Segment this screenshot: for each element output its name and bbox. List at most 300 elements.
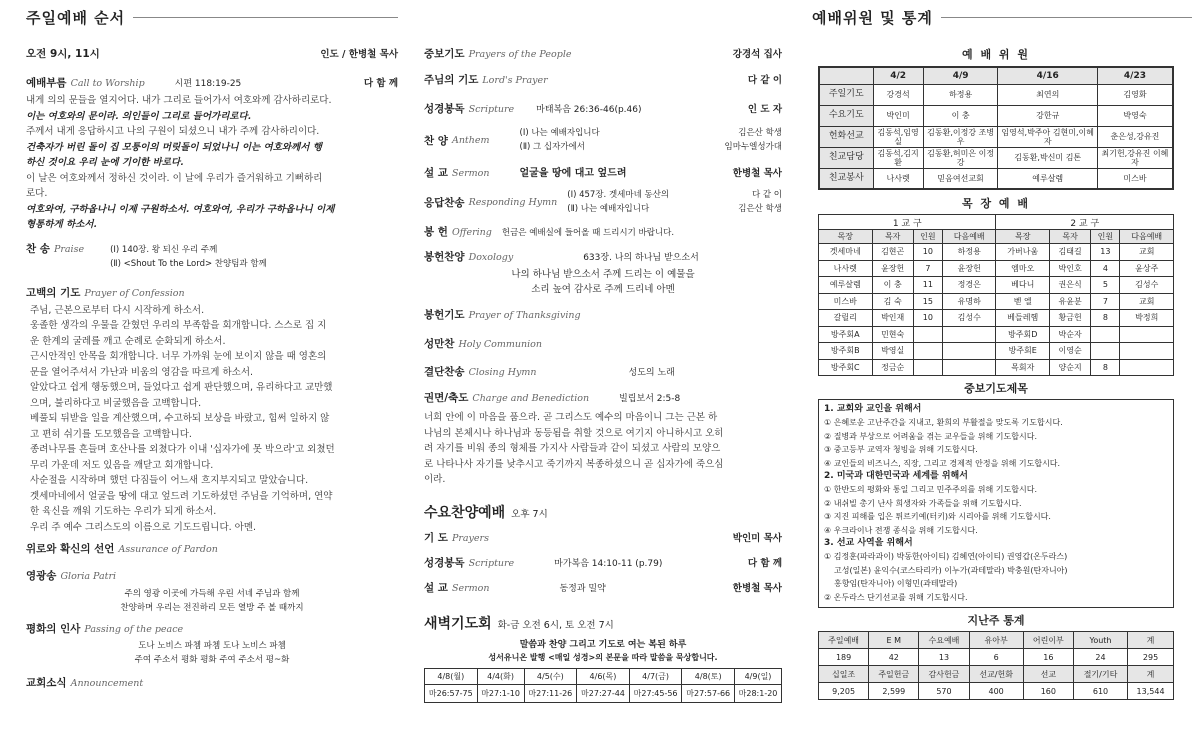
moksang-cell: 김태길 — [1049, 244, 1090, 261]
prayer-heading: 3. 선교 사역을 위해서 — [824, 538, 913, 549]
praise-line-1: (Ⅰ) 140장. 왕 되신 우리 주께 — [110, 244, 218, 255]
moksang-col-head: 인원 — [1091, 230, 1120, 244]
dawn-header — [424, 613, 782, 633]
wed-sermon-title: 동정과 밀약 — [559, 583, 606, 594]
stats-value: 6 — [969, 649, 1023, 666]
stats-header — [812, 0, 1192, 34]
divider — [133, 17, 398, 18]
stats-value: 9,205 — [819, 683, 869, 700]
moksang-cell: 윤상주 — [1120, 260, 1174, 277]
communion-en: Holy Communion — [458, 339, 542, 350]
intercession-en: Prayers of the People — [468, 49, 572, 60]
prayer-item: 고성(일본) 윤익수(코스타리카) 이누가(과테말라) 박충원(탄자니아) — [834, 565, 1068, 575]
prayer-item: ④ 우크라이나 전쟁 종식을 위해 기도합시다. — [824, 525, 978, 535]
stats-label: 감사헌금 — [919, 666, 969, 683]
peace-row — [26, 621, 398, 636]
committee-cell: 김동석,임영실 — [873, 126, 923, 147]
moksang-cell: 하정용 — [942, 244, 996, 261]
moksang-col-head: 목장 — [996, 230, 1050, 244]
dawn-date: 4/5(수) — [524, 668, 577, 684]
confession-line: 무리 가운데 저도 있음을 깨닫고 회개합니다. — [30, 459, 214, 471]
wed-prayer-row — [424, 530, 782, 545]
charge-line: 너희 안에 이 마음을 품으라. 곧 그리스도 예수의 마음이니 그는 근본 하 — [424, 412, 718, 423]
stats-value: 16 — [1023, 649, 1073, 666]
committee-cell: 박영숙 — [1097, 105, 1173, 126]
committee-date: 4/16 — [998, 67, 1097, 84]
moksang-cell — [942, 343, 996, 360]
group-2-label: 2 교 구 — [996, 215, 1174, 230]
prayer-item: ④ 교인들의 비즈니스, 직장, 그리고 경제적 안정을 위해 기도합시다. — [824, 458, 1061, 468]
scripture-label: 성경봉독 — [424, 103, 465, 115]
stats-label: 주일예배 — [819, 632, 869, 649]
communion-label: 성만찬 — [424, 338, 455, 350]
confession-line: 웅졸한 생각의 우물을 갇혔던 우리의 부족함을 회개합니다. 스스로 집 지 — [30, 320, 327, 331]
moksang-cell: 정금순 — [872, 359, 913, 376]
committee-cell: 강경석 — [873, 84, 923, 105]
confession-line: 겟세마네에서 얼굴을 땅에 대고 엎드려 기도하셨던 주님을 기억하며, 연약 — [30, 490, 333, 502]
anthem-label: 찬 양 — [424, 134, 448, 147]
moksang-cell: 베다니 — [996, 277, 1050, 294]
confession-line: 알았다고 쉽게 행동했으며, 들었다고 쉽게 판단했으며, 유리하다고 교만했 — [30, 382, 333, 393]
moksang-cell: 엠마오 — [996, 260, 1050, 277]
moksang-row — [819, 310, 1174, 327]
divider — [941, 17, 1192, 18]
moksang-col-head: 목장 — [819, 230, 873, 244]
committee-date: 4/23 — [1097, 67, 1173, 84]
committee-cell: 믿음여선교회 — [923, 168, 998, 189]
gloria-line-2: 찬양하며 우리는 전진하리 모든 열방 주 볼 때까지 — [120, 603, 304, 613]
moksang-col-head: 인원 — [913, 230, 942, 244]
closing-hymn: 성도의 노래 — [628, 368, 675, 378]
committee-table — [818, 66, 1174, 190]
moksang-row — [819, 359, 1174, 376]
stats-value: 400 — [969, 683, 1023, 700]
moksang-cell: 15 — [913, 293, 942, 310]
sermon-label: 설 교 — [424, 167, 448, 179]
committee-date: 4/2 — [873, 67, 923, 84]
charge-line: 려 자기를 비워 종의 형체를 가지사 사람들과 같이 되셨고 사람의 모양으 — [424, 443, 721, 454]
moksang-cell: 벧 엘 — [996, 293, 1050, 310]
call-line: 로다. — [26, 188, 48, 199]
gloria-label: 영광송 — [26, 570, 57, 582]
call-line: 주께서 내게 응답하시고 나의 구원이 되셨으니 내가 주께 감사하리이다. — [26, 126, 320, 137]
stats-label: 계 — [1128, 666, 1174, 683]
peace-en: Passing of the peace — [84, 624, 184, 635]
stats-label: 선교/헌화 — [969, 666, 1023, 683]
charge-text — [424, 410, 782, 488]
moksang-cell — [1120, 343, 1174, 360]
prayer-item: ① 은혜로운 고난주간을 지내고, 환희의 부활절을 맞도록 기도합시다. — [824, 418, 1063, 428]
moksang-cell: 윤장헌 — [872, 260, 913, 277]
intercession-right: 강경석 집사 — [732, 49, 782, 60]
moksang-head-row — [819, 230, 1174, 244]
praise-label: 찬 송 — [26, 242, 50, 255]
dawn-passage: 마26:57-75 — [425, 684, 478, 702]
stats-label: 절기/기타 — [1073, 666, 1127, 683]
moksang-title: 목 장 예 배 — [962, 197, 1030, 210]
prayer-heading: 2. 미국과 대한민국과 세계를 위해서 — [824, 471, 968, 482]
gloria-lyrics — [26, 587, 398, 615]
stats-column — [812, 0, 1174, 700]
committee-role: 수요기도 — [819, 105, 873, 126]
stats-label: 계 — [1128, 632, 1174, 649]
dawn-date: 4/9(일) — [735, 668, 782, 684]
moksang-cell: 윤장헌 — [942, 260, 996, 277]
committee-role: 친교담당 — [819, 147, 873, 168]
dawn-date: 4/8(토) — [682, 668, 735, 684]
thanks-label: 봉헌기도 — [424, 309, 465, 321]
committee-cell: 김동환,박신미 김톤 — [998, 147, 1097, 168]
call-line: 건축자가 버린 돌이 집 모퉁이의 머릿돌이 되었나니 이는 여호와께서 행 — [26, 141, 322, 153]
stats-label: 십일조 — [819, 666, 869, 683]
service-leader: 인도 / 한병철 목사 — [320, 49, 398, 60]
offering-en: Offering — [451, 227, 492, 238]
moksang-cell: 방주회E — [996, 343, 1050, 360]
charge-line: 이라. — [424, 474, 446, 485]
sermon-title: 얼굴을 땅에 대고 엎드려 — [519, 168, 627, 179]
offering-note: 헌금은 예배실에 들어올 때 드리시기 바랍니다. — [501, 228, 675, 238]
charge-en: Charge and Benediction — [472, 393, 590, 404]
doxology-hymn: 633장. 나의 하나님 받으소서 — [583, 253, 699, 263]
dawn-passage: 마27:1-10 — [477, 684, 524, 702]
scripture-right: 인 도 자 — [747, 104, 782, 115]
moksang-cell — [913, 359, 942, 376]
moksang-row — [819, 277, 1174, 294]
lords-right: 다 같 이 — [747, 75, 782, 86]
wed-sermon-right: 한병철 목사 — [732, 582, 782, 594]
thanks-en: Prayer of Thanksgiving — [468, 310, 581, 321]
stats-value: 42 — [869, 649, 919, 666]
wed-title: 수요찬양예배 — [424, 504, 506, 521]
order-column-2 — [424, 46, 782, 703]
stats-label: 수요예배 — [919, 632, 969, 649]
wed-sermon-label: 설 교 — [424, 581, 448, 594]
scripture-ref: 마태복음 26:36-46(p.46) — [536, 105, 642, 115]
dawn-date: 4/7(금) — [629, 668, 682, 684]
moksang-row — [819, 244, 1174, 261]
order-title: 주일예배 순서 — [26, 8, 126, 27]
confession-line: 문을 열어주셔서 가난과 비움의 영감을 따르게 하소서. — [30, 366, 254, 378]
moksang-cell: 김성수 — [1120, 277, 1174, 294]
moksang-cell — [1091, 343, 1120, 360]
committee-row — [819, 147, 1173, 168]
moksang-cell: 교회 — [1120, 293, 1174, 310]
stats-head-row — [819, 632, 1174, 649]
prayer-heading: 1. 교회와 교인을 위해서 — [824, 404, 922, 414]
call-line: 이 날은 여호와께서 정하신 것이라. 이 날에 우리가 즐거워하고 기뻐하리 — [26, 172, 323, 184]
wed-prayer-right: 박인미 목사 — [732, 532, 782, 544]
closing-en: Closing Hymn — [468, 367, 537, 378]
call-line: 내게 의의 문들을 열지어다. 내가 그리로 들어가서 여호와께 감사하리로다. — [26, 95, 332, 106]
moksang-cell: 목회자 — [996, 359, 1050, 376]
confession-line: 운 한계의 굴레를 깨고 순례로 순화되게 하소서. — [30, 335, 226, 347]
committee-title: 예 배 위 원 — [962, 48, 1030, 61]
stats-value: 610 — [1073, 683, 1127, 700]
committee-head-row — [819, 67, 1173, 84]
moksang-cell: 5 — [1091, 277, 1120, 294]
order-header — [26, 0, 398, 34]
doxology-line-1: 나의 하나님 받으소서 주께 드리는 이 예물을 — [511, 269, 695, 280]
committee-role: 친교봉사 — [819, 168, 873, 189]
moksang-cell: 8 — [1091, 359, 1120, 376]
lords-label: 주님의 기도 — [424, 74, 479, 86]
prayer-item: 홍향임(탄자니아) 이형민(과테말라) — [834, 579, 958, 589]
moksang-cell: 방주회C — [819, 359, 873, 376]
moksang-cell — [1091, 326, 1120, 343]
announce-label: 교회소식 — [26, 677, 67, 689]
moksang-cell: 이 충 — [872, 277, 913, 294]
moksang-cell — [1120, 326, 1174, 343]
communion-row — [424, 336, 782, 351]
wed-sermon-row — [424, 580, 782, 595]
responding-line-2: (Ⅱ) 나는 예배자입니다 — [567, 204, 650, 214]
scripture-row — [424, 101, 782, 116]
stats-head-row — [819, 666, 1174, 683]
sermon-en: Sermon — [451, 168, 490, 179]
moksang-cell — [942, 359, 996, 376]
moksang-col-head: 다음예배 — [942, 230, 996, 244]
dawn-time: 화-금 오전 6시, 토 오전 7시 — [497, 619, 614, 631]
service-time-row — [26, 46, 398, 61]
peace-line-1: 도나 노비스 파쳄 파쳄 도나 노비스 파쳄 — [138, 641, 286, 651]
moksang-cell: 겟세마네 — [819, 244, 873, 261]
gloria-en: Gloria Patri — [60, 571, 117, 582]
moksang-col-head: 다음예배 — [1120, 230, 1174, 244]
moksang-cell: 13 — [1091, 244, 1120, 261]
moksang-cell: 가버나움 — [996, 244, 1050, 261]
assurance-row — [26, 541, 398, 556]
dawn-passage: 마28:1-20 — [735, 684, 782, 702]
moksang-cell: 방주회A — [819, 326, 873, 343]
anthem-line-1: (Ⅰ) 나는 예배자입니다 — [519, 128, 600, 138]
charge-row — [424, 390, 782, 405]
gloria-row — [26, 568, 398, 583]
committee-role: 주일기도 — [819, 84, 873, 105]
committee-row — [819, 126, 1173, 147]
committee-cell: 이 충 — [923, 105, 998, 126]
dawn-line-1: 말씀과 찬양 그리고 기도로 여는 복된 하루 — [519, 639, 687, 650]
peace-label: 평화의 인사 — [26, 623, 81, 635]
call-line: 하신 것이요 우리 눈에 기이한 바로다. — [26, 157, 184, 168]
closing-row — [424, 364, 782, 379]
prayer-item: ③ 중고등부 교역자 청빙을 위해 기도합시다. — [824, 445, 978, 455]
responding-label: 응답찬송 — [424, 196, 465, 209]
stats-value: 160 — [1023, 683, 1073, 700]
call-en: Call to Worship — [70, 78, 145, 89]
praise-en: Praise — [53, 243, 85, 255]
peace-line-2: 주여 주소서 평화 평화 주여 주소서 평~화 — [134, 655, 290, 665]
moksang-row — [819, 326, 1174, 343]
dawn-passage: 마27:27-44 — [577, 684, 630, 702]
prayer-title: 중보기도제목 — [964, 382, 1028, 395]
scripture-en: Scripture — [468, 104, 515, 115]
committee-cell: 김동석,김지환 — [873, 147, 923, 168]
dawn-passage: 마27:45-56 — [629, 684, 682, 702]
moksang-cell: 박인호 — [1049, 260, 1090, 277]
moksang-cell: 예루살렘 — [819, 277, 873, 294]
confession-label: 고백의 기도 — [26, 286, 81, 299]
wed-prayer-label: 기 도 — [424, 531, 448, 544]
moksang-cell: 10 — [913, 244, 942, 261]
offering-row — [424, 224, 782, 239]
lords-en: Lord's Prayer — [482, 75, 548, 86]
anthem-line-2: (Ⅱ) 그 십자가에서 — [519, 142, 585, 152]
moksang-cell: 유명하 — [942, 293, 996, 310]
wed-scripture-row — [424, 555, 782, 570]
closing-label: 결단찬송 — [424, 366, 465, 378]
moksang-cell: 권은식 — [1049, 277, 1090, 294]
moksang-cell — [913, 343, 942, 360]
wed-scripture-label: 성경봉독 — [424, 556, 465, 569]
committee-row — [819, 168, 1173, 189]
moksang-cell: 7 — [913, 260, 942, 277]
confession-line: 으며, 불리하다고 비굴했음을 고백합니다. — [30, 397, 202, 409]
doxology-label: 봉헌찬양 — [424, 251, 465, 263]
committee-role: 헌화선교 — [819, 126, 873, 147]
responding-right-2: 김은산 학생 — [738, 204, 782, 214]
anthem-row — [424, 126, 782, 154]
responding-en: Responding Hymn — [468, 196, 558, 208]
moksang-row — [819, 343, 1174, 360]
call-text — [26, 93, 398, 233]
doxology-row — [424, 249, 782, 264]
committee-cell: 강한규 — [998, 105, 1097, 126]
confession-line: 한 육신을 깨워 기도하는 우리가 되게 하소서. — [30, 506, 217, 517]
doxology-lyrics — [424, 267, 782, 297]
assurance-label: 위로와 확신의 선언 — [26, 543, 115, 555]
confession-line: 우리 주 예수 그리스도의 이름으로 기도드립니다. 아멘. — [30, 521, 257, 533]
dawn-date: 4/6(목) — [577, 668, 630, 684]
stats-label: 선교 — [1023, 666, 1073, 683]
committee-cell: 최기헌,강유진 이혜자 — [1097, 147, 1173, 168]
assurance-en: Assurance of Pardon — [118, 544, 218, 555]
dawn-date: 4/4(화) — [477, 668, 524, 684]
charge-label: 권면/축도 — [424, 392, 469, 404]
committee-cell: 춘은성,강유진 — [1097, 126, 1173, 147]
dawn-date: 4/8(월) — [425, 668, 478, 684]
call-row — [26, 75, 398, 90]
moksang-cell: 황금헌 — [1049, 310, 1090, 327]
sermon-row — [424, 164, 782, 180]
moksang-cell: 박인재 — [872, 310, 913, 327]
wed-scripture-en: Scripture — [468, 557, 515, 569]
committee-cell: 나사렛 — [873, 168, 923, 189]
moksang-cell: 방주회D — [996, 326, 1050, 343]
moksang-cell: 정경은 — [942, 277, 996, 294]
committee-cell: 김동환,이정강 조병우 — [923, 126, 998, 147]
moksang-cell: 김현곤 — [872, 244, 913, 261]
confession-line: 사순절을 시작하며 했던 다짐들이 어느새 흐지부지되고 말았습니다. — [30, 475, 309, 486]
stats-label: Youth — [1073, 632, 1127, 649]
committee-cell: 예루살렘 — [998, 168, 1097, 189]
moksang-cell: 7 — [1091, 293, 1120, 310]
prayer-item: ② 온두라스 단기선교를 위해 기도합시다. — [824, 592, 968, 602]
dawn-passage: 마27:57-66 — [682, 684, 735, 702]
wed-prayer-en: Prayers — [451, 532, 489, 544]
moksang-cell: 10 — [913, 310, 942, 327]
stats-value-row — [819, 683, 1174, 700]
stats-value: 13 — [919, 649, 969, 666]
moksang-cell: 양순지 — [1049, 359, 1090, 376]
announce-en: Announcement — [70, 678, 144, 689]
prayer-item: ① 김정훈(파라과이) 박동한(아이티) 김혜연(아이티) 권영갑(온두라스) — [824, 552, 1068, 562]
dawn-line-2: 성서유니온 발행 <매일 성경>의 본문을 따라 말씀을 묵상합니다. — [488, 652, 718, 662]
thanks-row — [424, 307, 782, 322]
weekly-stats-table — [818, 631, 1174, 700]
prayer-item: ② 질병과 부상으로 어려움을 겪는 교우들을 위해 기도합시다. — [824, 431, 1037, 441]
committee-cell: 하정용 — [923, 84, 998, 105]
confession-line: 베풀되 뒤받을 일을 계산했으며, 수고하되 보상을 바랐고, 힘써 일하지 않 — [30, 413, 330, 424]
stats-value: 295 — [1128, 649, 1174, 666]
praise-line-2: (Ⅱ) <Shout To the Lord> 찬양팀과 함께 — [110, 258, 267, 269]
dawn-title: 새벽기도회 — [424, 615, 492, 632]
stats-value-row — [819, 649, 1174, 666]
committee-cell: 박인미 — [873, 105, 923, 126]
dawn-passage: 마27:11-26 — [524, 684, 577, 702]
announce-row — [26, 675, 398, 690]
wed-scripture-right: 다 함 께 — [747, 557, 782, 569]
moksang-cell: 이영순 — [1049, 343, 1090, 360]
moksang-col-head: 목자 — [1049, 230, 1090, 244]
gloria-line-1: 주의 영광 이곳에 가득해 우린 서네 주님과 함께 — [124, 589, 300, 599]
anthem-right-1: 김은산 학생 — [738, 128, 782, 138]
intercession-row — [424, 46, 782, 61]
doxology-en: Doxology — [468, 252, 514, 263]
committee-row — [819, 105, 1173, 126]
moksang-cell: 11 — [913, 277, 942, 294]
peace-lyrics — [26, 639, 398, 667]
responding-row — [424, 188, 782, 216]
wed-sermon-en: Sermon — [451, 582, 490, 594]
committee-cell: 미스바 — [1097, 168, 1173, 189]
moksang-group-row — [819, 215, 1174, 230]
committee-date: 4/9 — [923, 67, 998, 84]
prayer-item: ① 한반도의 평화와 통일 그리고 민주주의를 위해 기도합시다. — [824, 485, 1037, 495]
wed-time: 오후 7시 — [511, 508, 548, 520]
moksang-cell: 박순자 — [1049, 326, 1090, 343]
call-ref: 시편 118:19-25 — [174, 79, 242, 89]
offering-label: 봉 헌 — [424, 226, 448, 238]
moksang-cell: 베들레헴 — [996, 310, 1050, 327]
moksang-row — [819, 293, 1174, 310]
committee-row — [819, 84, 1173, 105]
confession-line: 주님, 근본으로부터 다시 시작하게 하소서. — [30, 304, 205, 316]
anthem-en: Anthem — [451, 134, 490, 146]
stats-value: 570 — [919, 683, 969, 700]
confession-en: Prayer of Confession — [84, 287, 185, 299]
confession-line: 고 편히 쉬기를 도모했음을 고백합니다. — [30, 428, 192, 440]
moksang-row — [819, 260, 1174, 277]
committee-cell: 임영석,박주아 김현미,이혜자 — [998, 126, 1097, 147]
moksang-cell: 김성수 — [942, 310, 996, 327]
responding-line-1: (Ⅰ) 457장. 겟세마네 동산의 — [567, 190, 670, 200]
stats-label: 어린이부 — [1023, 632, 1073, 649]
stats-value: 24 — [1073, 649, 1127, 666]
moksang-cell: 유윤분 — [1049, 293, 1090, 310]
moksang-col-head: 목자 — [872, 230, 913, 244]
call-line: 이는 여호와의 문이라. 의인들이 그리로 들어가리로다. — [26, 110, 252, 122]
moksang-cell: 박영실 — [872, 343, 913, 360]
stats-label: 주일헌금 — [869, 666, 919, 683]
stats-label: 유아부 — [969, 632, 1023, 649]
call-right: 다 함 께 — [363, 78, 398, 89]
moksang-cell: 8 — [1091, 310, 1120, 327]
prayer-item: ② 내쉬빌 총기 난사 희생자와 가족들을 위해 기도합시다. — [824, 498, 1022, 508]
prayer-item: ③ 지진 피해를 입은 튀르키예(터키)와 시리아를 위해 기도합시다. — [824, 512, 1051, 522]
charge-ref: 빌립보서 2:5-8 — [619, 394, 681, 404]
anthem-right-2: 임마누엘성가대 — [724, 142, 782, 152]
moksang-cell — [913, 326, 942, 343]
